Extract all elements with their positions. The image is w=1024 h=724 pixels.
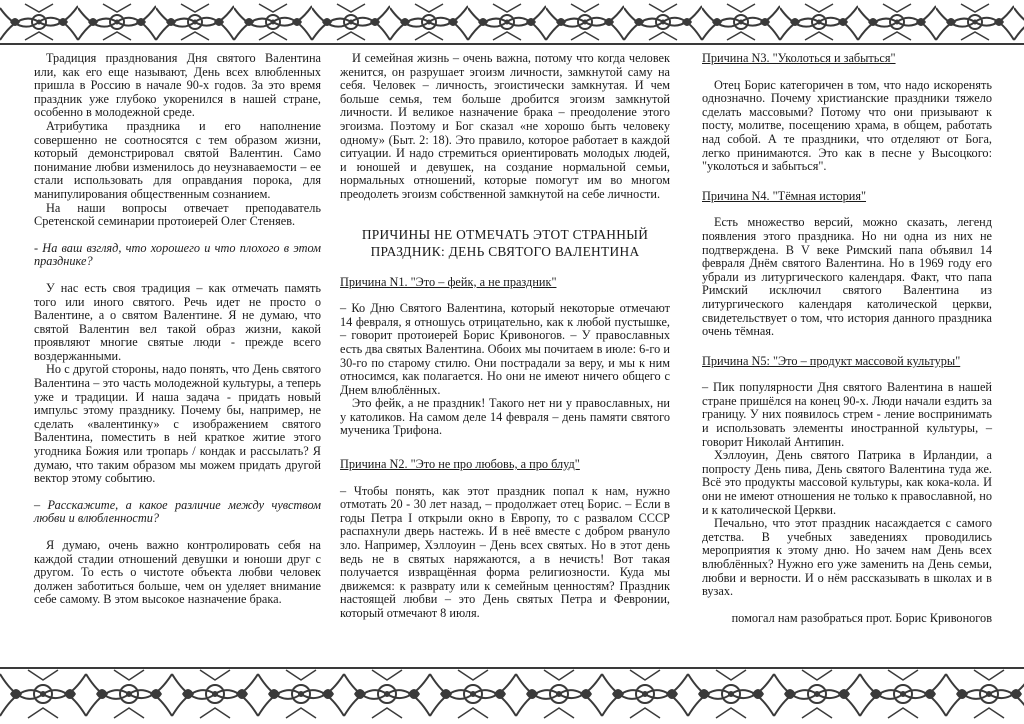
paragraph: – Ко Дню Святого Валентина, который некоторые отмечают 14 февраля, я отношусь отрицательно, как к любой пустышке, – говорит протоиерей Борис Кривоногов. – У православных есть два святых Валентина. Обоих мы почитаем в июле: 6-го и 30-го по старому стилю. Они пострадали за веру, и мы к ним относимся, как полагается. Но они не имеют ничего общего с Днем влюблённых. [340,301,670,397]
intro-paragraph: Традиция празднования Дня святого Валентина или, как его еще называют, День всех влюбленных пришла в Россию в начале 90-х годов. За это время праздник уже глубоко укоренился в нашей стране, особенно в молодежной среде. [34,51,321,120]
paragraph: Атрибутика праздника и его наполнение совершенно не соотносятся с тем образом жизни, который демонстрировал святой Валентин. Само понимание любви изменилось до неузнаваемости – ее стали использовать для оправдания порока, для манипулирования общественным сознанием. [34,118,321,201]
reason-title: Причина N2. "Это не про любовь, а про блуд" [340,457,580,472]
author-signature: помогал нам разобраться прот. Борис Кривоногов [731,610,992,625]
paragraph: Я думаю, очень важно контролировать себя на каждой стадии отношений девушки и юноши друг с другом. То есть о чистоте объекта любви человек должен заботиться больше, чем он уделяет внимание себе самому. В этом высокое назначение брака. [34,538,321,607]
ornament-border-icon [0,666,1024,724]
column-middle [340,52,670,621]
reason-title: Причина N1. "Это – фейк, а не праздник" [340,274,557,289]
top-ornament-border [0,0,1024,46]
paragraph: И семейная жизнь – очень важна, потому что когда человек женится, он разрушает эгоизм личности, замкнутой саму на себя. Человек – личность, эгоистически замкнутая. И чем больше семья, тем больше дробится эгоизм замкнутой личности. И великое назначение брака – преодоление этого эгоизма. Поэтому и Бог сказал «не хорошо быть человеку одному» (Быт. 2: 18). Это правило, которое работает в каждой ситуации. И надо стремиться ориентировать молодых людей, и юношей и девушек, на создание нормальной семьи, нормальных отношений, которые помогут им во многом преодолеть эгоизм собственной замкнутой на себе личности. [340,51,670,201]
column-right [702,52,992,625]
reason-title: Причина N3. "Уколоться и забыться" [702,51,896,65]
paragraph: – Чтобы понять, как этот праздник попал к нам, нужно отмотать 20 - 30 лет назад, – продолжает отец Борис. – Если в годы Петра I открыли окно в Европу, то с развалом СССР распахнули дверь настежь. И в неё вместе с добром рванулo зло. Например, Хэллоуин – День всех святых. Но в этот день ведь не в святых наряжаются, а в нечисть! Вот такая получается извращённая форма религиозности. Куда мы движемся: к разврату или к семейным ценностям? Праздник настоящей любви – это День святых Петра и Февронии, который отмечают 8 июля. [340,483,670,620]
paragraph: Есть множество версий, можно сказать, легенд появления этого праздника. Но ни одна из них не подтверждена. В V веке Римский папа объявил 14 февраля Днём святого Валентина. Но в 1969 году его убрали из литургического календаря. Факт, что папа Римский исключил святого Валентина из литургического календаря католической церкви, свидетельствует о том, что история данного праздника очень тёмная. [702,215,992,339]
interview-question: - На ваш взгляд, что хорошего и что плохого в этом празднике? [34,240,321,269]
paragraph: Хэллоуин, День святого Патрика в Ирландии, а попросту День пива, День святого Валентина туда же. Всё это продукты массовой культуры, как кока-кола. И они не имеют отношения не только к православной, но и к католической Церкви. [702,448,992,517]
paragraph: Печально, что этот праздник насаждается с самого детства. В учебных заведениях проводились мероприятия к этому дню. Но зачем нам День всех влюблённых? Нужно его уже заменить на День семьи, любви и верности. И о нём рассказывать в школах и в вузах. [702,516,992,599]
paragraph: На наши вопросы отвечает преподаватель Сретенской семинарии протоиерей Олег Стеняев. [34,200,321,229]
paragraph: Отец Борис категоричен в том, что надо искоренять однозначно. Почему христианские праздники тяжело сделать массовыми? Потому что они призывают к посту, молитве, посещению храма, в общем, работать над собой. А те праздники, что отделяют от Бога, легко принимаются. Это как в песне у Высоцкого: "уколоться и забыться". [702,77,992,174]
paragraph: Но с другой стороны, надо понять, что День святого Валентина – это часть молодежной культуры, а теперь уже и традиции. И наша задача - придать новый импульс этому празднику. Почему бы, например, не сделать «валентинку» с изображением святого Валентина, поместить в ней краткое житие этого угодника Божия или тропарь / кондак и рассылать? Я думаю, что таким образом мы можем придать другой вектор этому событию. [34,362,321,486]
reason-title: Причина N4. "Тёмная история" [702,188,867,203]
paragraph: У нас есть своя традиция – как отмечать память того или иного святого. Речь идет не просто о Валентине, а о святом Валентине. Я не думаю, что святой Валентин вел такой образ жизни, какой проявляют многие святые люди - прежде всего воздержанными. [34,280,321,363]
interview-question: – Расскажите, а какое различие между чувством любви и влюбленности? [34,497,321,526]
paragraph: – Пик популярности Дня святого Валентина в нашей стране пришёлся на конец 90-х. Люди начали ездить за границу. У них появилось стрем - ление воспринимать и использовать элементы иностранной культуры, – говорит Николай Антипин. [702,380,992,449]
reason-title: Причина N5: "Это – продукт массовой культуры" [702,353,961,368]
column-left [34,52,321,607]
section-heading: ПРИЧИНЫ НЕ ОТМЕЧАТЬ ЭТОТ СТРАННЫЙ ПРАЗДНИК: ДЕНЬ СВЯТОГО ВАЛЕНТИНА [361,226,649,259]
bottom-ornament-border [0,666,1024,724]
ornament-border-icon [0,0,1024,46]
paragraph: Это фейк, а не праздник! Такого нет ни у православных, ни у католиков. На самом деле 14 февраля – день памяти святого мученика Трифона. [340,396,670,438]
